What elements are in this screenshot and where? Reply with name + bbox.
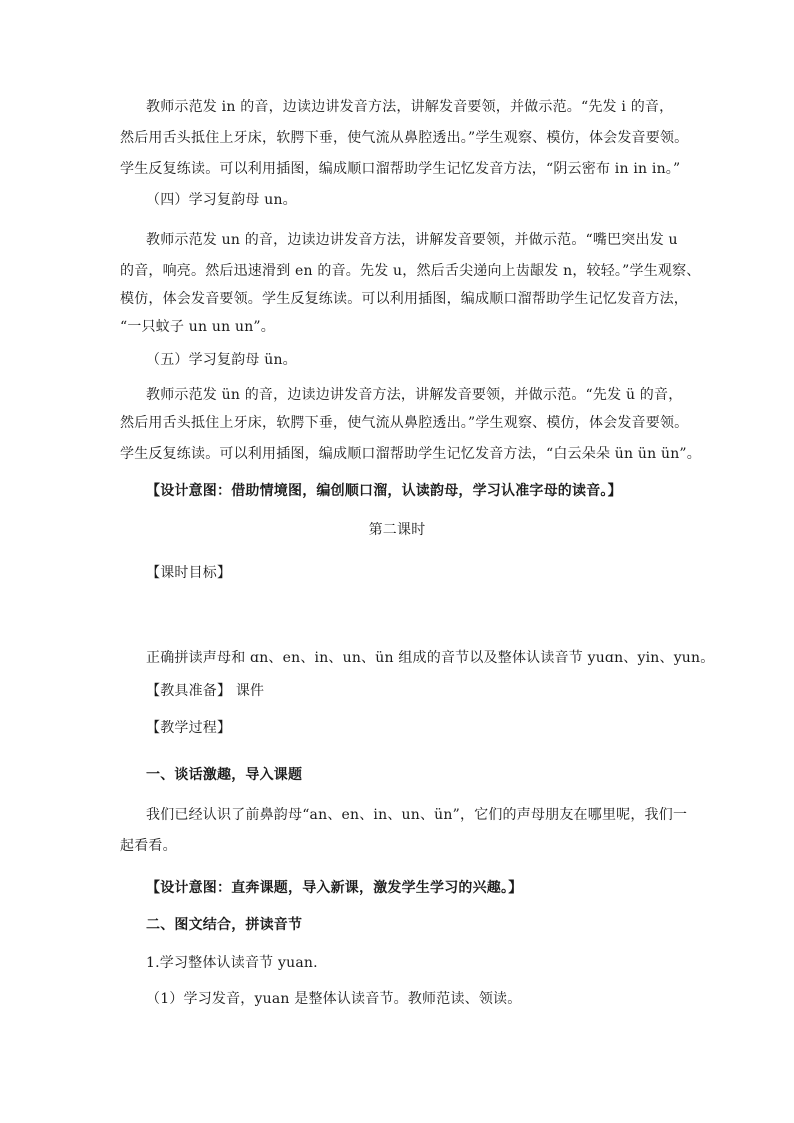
paragraph-line: 教师示范发 in 的音，边读边讲发音方法，讲解发音要领，并做示范。“先发 i 的音，	[146, 99, 674, 115]
paragraph-line: 我们已经认识了前鼻韵母“an、en、in、un、ün”，它们的声母朋友在哪里呢，我们一	[146, 807, 688, 823]
paragraph-line: 然后用舌头抵住上牙床，软腭下垂，使气流从鼻腔透出。”学生观察、模仿，体会发音要领。	[120, 415, 689, 431]
lesson-title: 第二课时	[368, 522, 426, 538]
section-heading: 二、图文结合，拼读音节	[146, 917, 303, 933]
paragraph-line: 的音，响亮。然后迅速滑到 en 的音。先发 u，然后舌尖递向上齿龈发 n，较轻。”学生观察、	[120, 263, 701, 279]
section-label: 【课时目标】	[146, 565, 232, 581]
paragraph-line: “一只蚊子 un un un”。	[120, 319, 275, 335]
paragraph-line: 教师示范发 ün 的音，边读边讲发音方法，讲解发音要领，并做示范。“先发 ü 的音，	[146, 387, 683, 403]
paragraph-line: 模仿，体会发音要领。学生反复练读。可以利用插图，编成顺口溜帮助学生记忆发音方法，	[120, 291, 688, 307]
paragraph-line: （1）学习发音，yuan 是整体认读音节。教师范读、领读。	[146, 991, 522, 1007]
design-intent-note: 【设计意图：直奔课题，导入新课，激发学生学习的兴趣。】	[146, 880, 523, 896]
section-label: 【教学过程】	[146, 720, 232, 736]
paragraph-line: 起看看。	[120, 838, 177, 854]
paragraph-line: 学生反复练读。可以利用插图，编成顺口溜帮助学生记忆发音方法，“白云朵朵 ün ün ün”。	[120, 446, 701, 462]
paragraph-line: 1.学习整体认读音节 yuan.	[146, 955, 318, 971]
section-label: 【教具准备】 课件	[146, 683, 265, 699]
design-intent-note: 【设计意图：借助情境图，编创顺口溜，认读韵母，学习认准字母的读音。】	[146, 483, 622, 499]
paragraph-line: 学生反复练读。可以利用插图，编成顺口溜帮助学生记忆发音方法，“阴云密布 in in in。”	[120, 161, 681, 177]
section-heading: （五）学习复韵母 ün。	[146, 352, 297, 368]
objective-text: 正确拼读声母和 ɑn、en、in、un、ün 组成的音节以及整体认读音节 yuɑn、yin、yun。	[146, 650, 715, 666]
paragraph-line: 教师示范发 un 的音，边读边讲发音方法，讲解发音要领，并做示范。“嘴巴突出发 u	[146, 232, 678, 248]
section-heading: 一、谈话激趣，导入课题	[146, 767, 303, 783]
section-heading: （四）学习复韵母 un。	[146, 192, 297, 208]
paragraph-line: 然后用舌头抵住上牙床，软腭下垂，使气流从鼻腔透出。”学生观察、模仿，体会发音要领。	[120, 130, 689, 146]
